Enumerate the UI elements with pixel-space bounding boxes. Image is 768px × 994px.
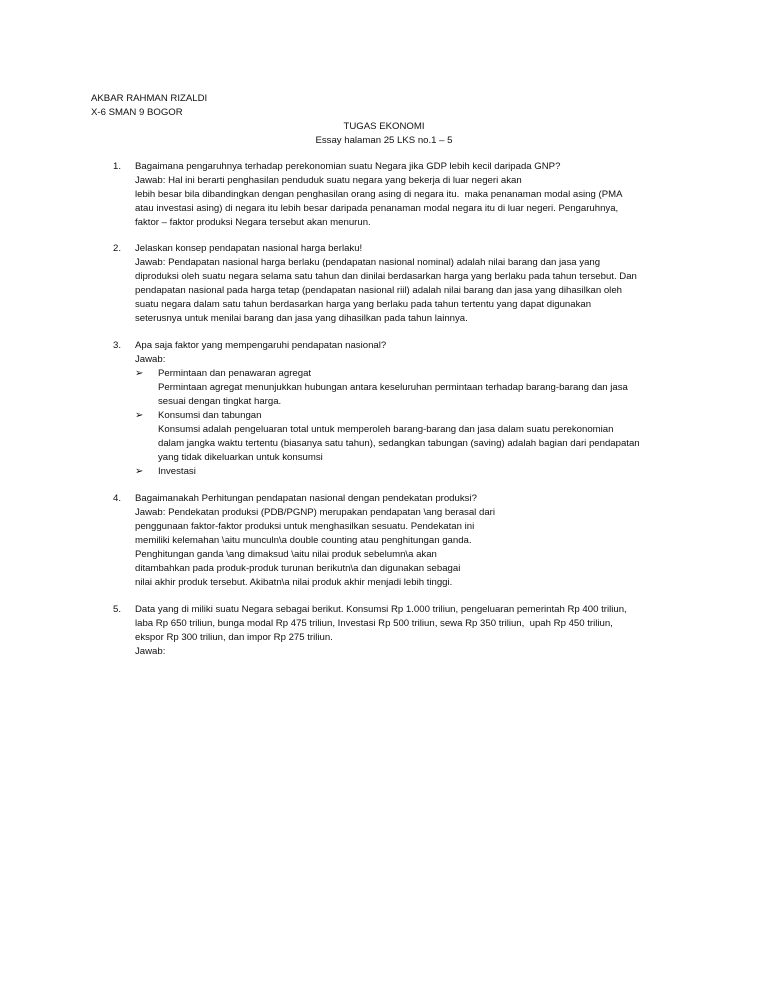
question-text: Apa saja faktor yang mempengaruhi pendapatan nasional? xyxy=(135,340,387,351)
question-text: Bagaimanakah Perhitungan pendapatan nasional dengan pendekatan produksi? xyxy=(135,493,477,504)
factor-title: Investasi xyxy=(158,466,196,477)
answer-line: Penghitungan ganda \ang dimaksud \aitu nilai produk sebelumn\a akan xyxy=(135,549,437,560)
question-number: 5. xyxy=(113,604,122,615)
answer-line: lebih besar bila dibandingkan dengan penghasilan orang asing di negara itu. maka penanaman modal asing (PMA xyxy=(135,189,623,200)
answer-line: atau investasi asing) di negara itu lebih besar daripada penanaman modal negara itu di luar negeri. Pengaruhnya, xyxy=(135,203,619,214)
answer-line: pendapatan nasional pada harga tetap (pendapatan nasional riil) adalah nilai barang dan jasa yang dihasilkan oleh xyxy=(135,285,622,296)
arrow-bullet-icon: ➢ xyxy=(135,466,144,477)
factor-description: Konsumsi adalah pengeluaran total untuk memperoleh barang-barang dan jasa dalam suatu perekonomian xyxy=(158,424,614,435)
answer-line: nilai akhir produk tersebut. Akibatn\a nilai produk akhir menjadi lebih tinggi. xyxy=(135,577,453,588)
question-text: laba Rp 650 triliun, bunga modal Rp 475 triliun, Investasi Rp 500 triliun, sewa Rp 350 triliun, upah Rp 450 triliun, xyxy=(135,618,613,629)
answer-line: suatu negara dalam satu tahun berdasarkan harga yang berlaku pada tahun tertentu yang dapat digunakan xyxy=(135,299,592,310)
answer-line: Jawab: Hal ini berarti penghasilan penduduk suatu negara yang bekerja di luar negeri akan xyxy=(135,175,522,186)
answer-line: faktor – faktor produksi Negara tersebut akan menurun. xyxy=(135,217,371,228)
student-name: AKBAR RAHMAN RIZALDI xyxy=(91,93,208,104)
answer-line: Jawab: Pendekatan produksi (PDB/PGNP) merupakan pendapatan \ang berasal dari xyxy=(135,507,495,518)
question-text: Jelaskan konsep pendapatan nasional harga berlaku! xyxy=(135,243,363,254)
answer-line: diproduksi oleh suatu negara selama satu tahun dan dinilai berdasarkan harga yang berlaku pada tahun tersebut. Dan xyxy=(135,271,637,282)
answer-line: penggunaan faktor-faktor produksi untuk menghasilkan sesuatu. Pendekatan ini xyxy=(135,521,475,532)
student-class: X-6 SMAN 9 BOGOR xyxy=(91,107,183,118)
document-subtitle: Essay halaman 25 LKS no.1 – 5 xyxy=(315,135,453,146)
answer-line: Jawab: Pendapatan nasional harga berlaku (pendapatan nasional nominal) adalah nilai barang dan jasa yang xyxy=(135,257,601,268)
document-title: TUGAS EKONOMI xyxy=(343,121,425,132)
factor-description: dalam jangka waktu tertentu (biasanya satu tahun), sedangkan tabungan (saving) adalah bagian dari pendapatan xyxy=(158,438,640,449)
answer-line: memiliki kelemahan \aitu munculn\a double counting atau penghitungan ganda. xyxy=(135,535,472,546)
question-number: 2. xyxy=(113,243,122,254)
question-number: 1. xyxy=(113,161,122,172)
answer-line: ditambahkan pada produk-produk turunan berikutn\a dan digunakan sebagai xyxy=(135,563,461,574)
answer-label: Jawab: xyxy=(135,646,166,657)
question-text: Data yang di miliki suatu Negara sebagai berikut. Konsumsi Rp 1.000 triliun, pengeluaran pemerintah Rp 400 triliun, xyxy=(135,604,627,615)
factor-description: yang tidak dikeluarkan untuk konsumsi xyxy=(158,452,323,463)
question-text: Bagaimana pengaruhnya terhadap perekonomian suatu Negara jika GDP lebih kecil daripada GNP? xyxy=(135,161,561,172)
factor-title: Konsumsi dan tabungan xyxy=(158,410,262,421)
factor-title: Permintaan dan penawaran agregat xyxy=(158,368,312,379)
question-text: ekspor Rp 300 triliun, dan impor Rp 275 triliun. xyxy=(135,632,333,643)
factor-description: sesuai dengan tingkat harga. xyxy=(158,396,282,407)
question-number: 4. xyxy=(113,493,122,504)
factor-description: Permintaan agregat menunjukkan hubungan antara keseluruhan permintaan terhadap barang-barang dan jasa xyxy=(158,382,628,393)
arrow-bullet-icon: ➢ xyxy=(135,368,144,379)
question-number: 3. xyxy=(113,340,122,351)
answer-label: Jawab: xyxy=(135,354,166,365)
arrow-bullet-icon: ➢ xyxy=(135,410,144,421)
answer-line: seterusnya untuk menilai barang dan jasa yang dihasilkan pada tahun lainnya. xyxy=(135,313,468,324)
